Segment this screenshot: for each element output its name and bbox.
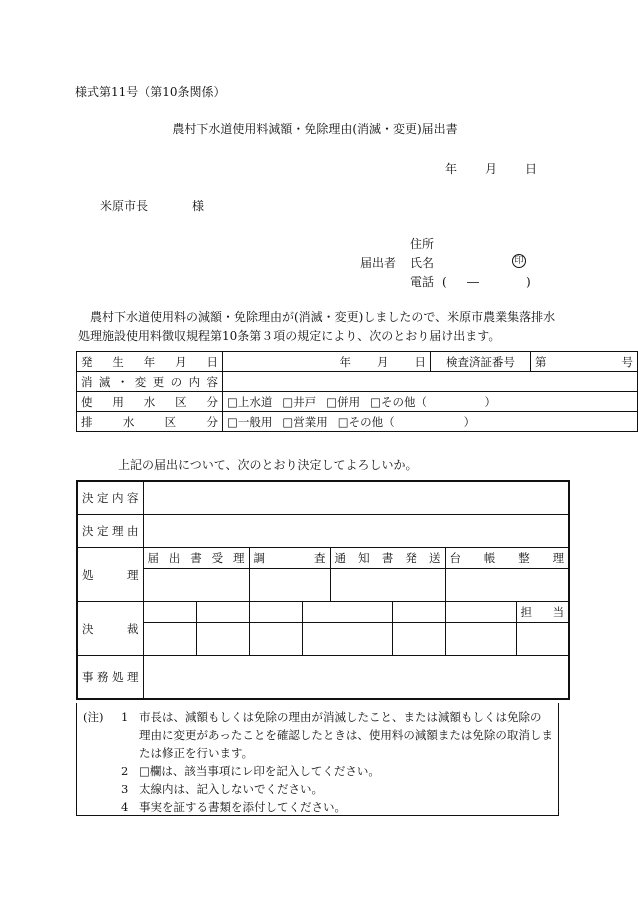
step-ledger-header: 台帳整理 <box>445 548 569 569</box>
approval-stamp-cell[interactable] <box>392 623 445 656</box>
addressee <box>100 199 204 213</box>
year-label: 年 <box>339 354 351 369</box>
decision-intro: 上記の届出について、次のとおり決定してよろしいか。 <box>118 458 418 472</box>
drainage-option-other[interactable]: □その他（ ） <box>337 414 476 429</box>
table-row <box>77 392 638 412</box>
decision-table <box>76 480 570 700</box>
charge-label: 担当 <box>516 602 569 623</box>
seal-mark: 印 <box>512 254 526 268</box>
table-row <box>77 548 569 569</box>
table-row <box>77 515 569 548</box>
document-title: 農村下水道使用料減額・免除理由(消滅・変更)届出書 <box>172 122 458 136</box>
water-option-waterworks[interactable]: □上水道 <box>227 394 273 409</box>
address-label: 住所 <box>410 237 435 251</box>
notes-prefix: (注) <box>83 710 104 724</box>
decision-reason-field[interactable] <box>143 515 569 548</box>
notes-section <box>76 703 559 816</box>
intro-paragraph: 農村下水道使用料の減額・免除理由が(消滅・変更)しましたので、米原市農業集落排水処理施設使用料徴収規程第10条第３項の規定により、次のとおり届け出ます。 <box>78 310 556 343</box>
note-text: 市長は、減額もしくは免除の理由が消滅したこと、または減額もしくは免除の <box>139 710 542 724</box>
drainage-option-general[interactable]: □一般用 <box>227 414 273 429</box>
step-ledger-field[interactable] <box>445 569 569 602</box>
table-row <box>77 569 569 602</box>
month-label: 月 <box>485 162 498 176</box>
year-label: 年 <box>445 162 458 176</box>
clerical-field[interactable] <box>143 656 569 700</box>
charge-stamp-cell[interactable] <box>516 623 569 656</box>
phone-dash: ― <box>467 275 479 289</box>
note-text: 理由に変更があったことを確認したときは、使用料の減額または免除の取消しま <box>139 728 553 742</box>
note-text: たは修正を行います。 <box>139 746 254 760</box>
note-number: 2 <box>121 764 129 778</box>
day-label: 日 <box>525 162 538 176</box>
phone-paren-open: ( <box>442 275 447 289</box>
notification-table <box>76 351 638 432</box>
day-label: 日 <box>414 354 426 369</box>
note-number: 1 <box>121 710 129 724</box>
submission-date <box>445 162 565 176</box>
table-row <box>77 412 638 432</box>
inspection-number-field[interactable] <box>531 352 638 372</box>
month-label: 月 <box>377 354 389 369</box>
step-notice-header: 通知書発送 <box>330 548 445 569</box>
approval-header-cell <box>445 602 516 623</box>
note-text: □欄は、該当事項にレ印を記入してください。 <box>139 764 380 778</box>
decision-content-field[interactable] <box>143 481 569 515</box>
inspection-number-label: 検査済証番号 <box>431 352 531 372</box>
approval-stamp-cell[interactable] <box>143 623 196 656</box>
change-content-field[interactable] <box>223 372 638 392</box>
note-text: 太線内は、記入しないでください。 <box>139 782 323 796</box>
decision-reason-label: 決定理由 <box>77 515 143 548</box>
honorific: 様 <box>192 199 205 213</box>
decision-content-label: 決定内容 <box>77 481 143 515</box>
water-use-label: 使用水区分 <box>77 392 223 412</box>
step-investigation-header: 調査 <box>249 548 330 569</box>
approval-header-cell <box>392 602 445 623</box>
drainage-options <box>223 412 638 432</box>
addressee-name: 米原市長 <box>100 199 149 213</box>
clerical-label: 事務処理 <box>77 656 143 700</box>
table-row <box>77 602 569 623</box>
phone-label: 電話 <box>410 275 435 289</box>
water-option-combined[interactable]: □併用 <box>326 394 361 409</box>
approval-stamp-cell[interactable] <box>445 623 516 656</box>
step-notice-field[interactable] <box>330 569 445 602</box>
change-content-label: 消滅・変更の内容 <box>77 372 223 392</box>
note-number: 4 <box>121 800 129 814</box>
approval-stamp-cell[interactable] <box>196 623 249 656</box>
submitter-label: 届出者 <box>360 256 397 270</box>
inspection-suffix: 号 <box>621 354 633 369</box>
drainage-label: 排水区分 <box>77 412 223 432</box>
table-row <box>77 656 569 700</box>
processing-label: 処理 <box>77 548 143 602</box>
approval-label: 決裁 <box>77 602 143 656</box>
approval-header-cell <box>196 602 249 623</box>
drainage-option-business[interactable]: □営業用 <box>282 414 328 429</box>
approval-stamp-cell[interactable] <box>302 623 392 656</box>
step-receipt-header: 届出書受理 <box>143 548 249 569</box>
inspection-prefix: 第 <box>535 354 547 369</box>
water-option-well[interactable]: □井戸 <box>282 394 317 409</box>
table-row <box>77 352 638 372</box>
phone-paren-close: ) <box>526 275 531 289</box>
table-row <box>77 372 638 392</box>
occurrence-date-label: 発生年月日 <box>77 352 223 372</box>
step-receipt-field[interactable] <box>143 569 249 602</box>
occurrence-date-field[interactable] <box>223 352 431 372</box>
form-number: 様式第11号（第10条関係） <box>75 85 226 99</box>
approval-stamp-cell[interactable] <box>249 623 302 656</box>
note-number: 3 <box>121 782 129 796</box>
water-option-other[interactable]: □その他（ ） <box>370 394 496 409</box>
name-label: 氏名 <box>410 256 435 270</box>
table-row <box>77 481 569 515</box>
table-row <box>77 623 569 656</box>
approval-header-cell <box>302 602 392 623</box>
approval-header-cell <box>143 602 196 623</box>
approval-header-cell <box>249 602 302 623</box>
note-text: 事実を証する書類を添付してください。 <box>139 800 346 814</box>
step-investigation-field[interactable] <box>249 569 330 602</box>
water-use-options <box>223 392 638 412</box>
